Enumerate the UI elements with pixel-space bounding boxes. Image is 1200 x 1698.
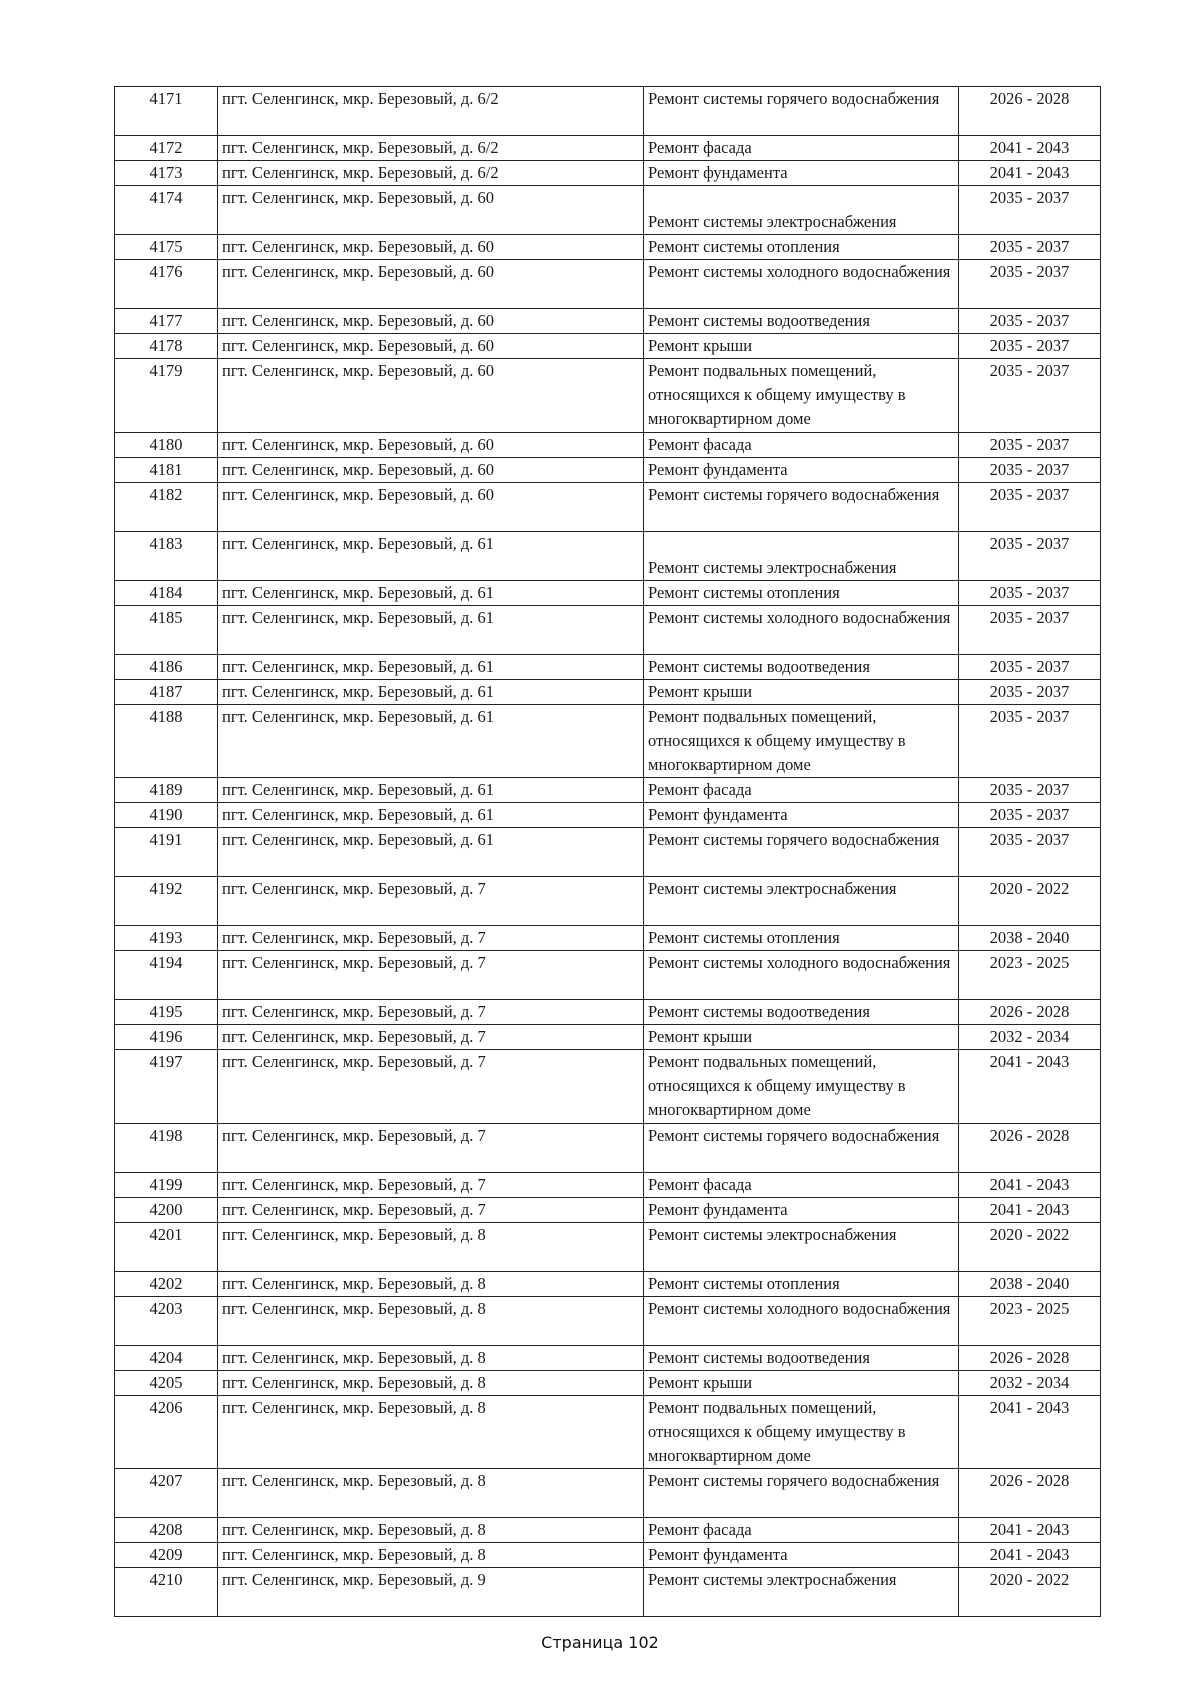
table-row (115, 704, 1101, 778)
row-number-cell: 4198 (115, 1123, 218, 1172)
address-cell: пгт. Селенгинск, мкр. Березовый, д. 8 (218, 1518, 644, 1543)
work-type-cell: Ремонт подвальных помещений, относящихся к общему имуществу в многоквартирном доме (644, 704, 959, 778)
address-cell: пгт. Селенгинск, мкр. Березовый, д. 61 (218, 531, 644, 580)
table-row (115, 1296, 1101, 1345)
work-type-cell: Ремонт подвальных помещений, относящихся к общему имуществу в многоквартирном доме (644, 1050, 959, 1124)
address-cell: пгт. Селенгинск, мкр. Березовый, д. 8 (218, 1395, 644, 1469)
period-cell: 2035 - 2037 (959, 580, 1101, 605)
work-type-cell: Ремонт фасада (644, 1172, 959, 1197)
row-number-cell: 4206 (115, 1395, 218, 1469)
table-body (115, 87, 1101, 1617)
address-cell: пгт. Селенгинск, мкр. Березовый, д. 6/2 (218, 87, 644, 136)
work-type-cell: Ремонт системы горячего водоснабжения (644, 87, 959, 136)
table-row (115, 1370, 1101, 1395)
table-row (115, 87, 1101, 136)
work-type-cell: Ремонт системы водоотведения (644, 309, 959, 334)
period-cell: 2035 - 2037 (959, 605, 1101, 654)
address-cell: пгт. Селенгинск, мкр. Березовый, д. 9 (218, 1568, 644, 1617)
work-type-cell: Ремонт системы отопления (644, 926, 959, 951)
table-row (115, 136, 1101, 161)
work-type-cell: Ремонт системы электроснабжения (644, 877, 959, 926)
work-type-cell: Ремонт системы водоотведения (644, 1000, 959, 1025)
address-cell: пгт. Селенгинск, мкр. Березовый, д. 60 (218, 309, 644, 334)
address-cell: пгт. Селенгинск, мкр. Березовый, д. 7 (218, 1197, 644, 1222)
row-number-cell: 4209 (115, 1543, 218, 1568)
row-number-cell: 4210 (115, 1568, 218, 1617)
period-cell: 2035 - 2037 (959, 704, 1101, 778)
work-type-cell: Ремонт фасада (644, 778, 959, 803)
table-row (115, 432, 1101, 457)
address-cell: пгт. Селенгинск, мкр. Березовый, д. 7 (218, 1000, 644, 1025)
address-cell: пгт. Селенгинск, мкр. Березовый, д. 61 (218, 679, 644, 704)
work-type-cell: Ремонт подвальных помещений, относящихся к общему имуществу в многоквартирном доме (644, 1395, 959, 1469)
table-row (115, 457, 1101, 482)
address-cell: пгт. Селенгинск, мкр. Березовый, д. 6/2 (218, 136, 644, 161)
address-cell: пгт. Селенгинск, мкр. Березовый, д. 7 (218, 1025, 644, 1050)
address-cell: пгт. Селенгинск, мкр. Березовый, д. 7 (218, 1050, 644, 1124)
table-row (115, 1395, 1101, 1469)
table-row (115, 235, 1101, 260)
row-number-cell: 4199 (115, 1172, 218, 1197)
row-number-cell: 4181 (115, 457, 218, 482)
table-row (115, 951, 1101, 1000)
table-row (115, 1469, 1101, 1518)
table-row (115, 359, 1101, 433)
row-number-cell: 4179 (115, 359, 218, 433)
period-cell: 2035 - 2037 (959, 309, 1101, 334)
table-row (115, 1345, 1101, 1370)
work-type-cell: Ремонт фундамента (644, 1543, 959, 1568)
table-row (115, 828, 1101, 877)
row-number-cell: 4189 (115, 778, 218, 803)
table-row (115, 1222, 1101, 1271)
table-row (115, 1123, 1101, 1172)
table-row (115, 260, 1101, 309)
row-number-cell: 4186 (115, 654, 218, 679)
period-cell: 2041 - 2043 (959, 1395, 1101, 1469)
period-cell: 2035 - 2037 (959, 359, 1101, 433)
row-number-cell: 4175 (115, 235, 218, 260)
work-type-cell: Ремонт системы отопления (644, 235, 959, 260)
address-cell: пгт. Селенгинск, мкр. Березовый, д. 61 (218, 803, 644, 828)
row-number-cell: 4188 (115, 704, 218, 778)
address-cell: пгт. Селенгинск, мкр. Березовый, д. 6/2 (218, 161, 644, 186)
row-number-cell: 4174 (115, 186, 218, 235)
period-cell: 2035 - 2037 (959, 432, 1101, 457)
address-cell: пгт. Селенгинск, мкр. Березовый, д. 7 (218, 877, 644, 926)
address-cell: пгт. Селенгинск, мкр. Березовый, д. 8 (218, 1296, 644, 1345)
address-cell: пгт. Селенгинск, мкр. Березовый, д. 8 (218, 1370, 644, 1395)
work-type-cell: Ремонт системы электроснабжения (644, 1222, 959, 1271)
address-cell: пгт. Селенгинск, мкр. Березовый, д. 60 (218, 334, 644, 359)
page-number: Страница 102 (541, 1633, 659, 1652)
row-number-cell: 4193 (115, 926, 218, 951)
work-type-cell: Ремонт системы холодного водоснабжения (644, 260, 959, 309)
table-row (115, 605, 1101, 654)
period-cell: 2020 - 2022 (959, 1568, 1101, 1617)
address-cell: пгт. Селенгинск, мкр. Березовый, д. 7 (218, 1123, 644, 1172)
work-type-cell: Ремонт фасада (644, 1518, 959, 1543)
address-cell: пгт. Селенгинск, мкр. Березовый, д. 7 (218, 926, 644, 951)
period-cell: 2035 - 2037 (959, 778, 1101, 803)
work-type-cell: Ремонт фундамента (644, 803, 959, 828)
table-row (115, 877, 1101, 926)
period-cell: 2041 - 2043 (959, 136, 1101, 161)
address-cell: пгт. Селенгинск, мкр. Березовый, д. 8 (218, 1543, 644, 1568)
period-cell: 2020 - 2022 (959, 877, 1101, 926)
work-type-cell: Ремонт крыши (644, 1370, 959, 1395)
work-type-cell: Ремонт системы водоотведения (644, 654, 959, 679)
work-type-cell: Ремонт системы горячего водоснабжения (644, 482, 959, 531)
work-type-cell: Ремонт системы холодного водоснабжения (644, 1296, 959, 1345)
period-cell: 2041 - 2043 (959, 1050, 1101, 1124)
table-row (115, 1543, 1101, 1568)
address-cell: пгт. Селенгинск, мкр. Березовый, д. 60 (218, 482, 644, 531)
table-row (115, 1050, 1101, 1124)
table-row (115, 1172, 1101, 1197)
period-cell: 2035 - 2037 (959, 457, 1101, 482)
work-type-cell: Ремонт системы горячего водоснабжения (644, 828, 959, 877)
row-number-cell: 4171 (115, 87, 218, 136)
period-cell: 2035 - 2037 (959, 531, 1101, 580)
work-type-cell: Ремонт системы электроснабжения (644, 1568, 959, 1617)
period-cell: 2035 - 2037 (959, 260, 1101, 309)
row-number-cell: 4195 (115, 1000, 218, 1025)
work-type-cell: Ремонт крыши (644, 334, 959, 359)
row-number-cell: 4172 (115, 136, 218, 161)
work-type-cell: Ремонт системы холодного водоснабжения (644, 605, 959, 654)
row-number-cell: 4183 (115, 531, 218, 580)
period-cell: 2041 - 2043 (959, 1172, 1101, 1197)
row-number-cell: 4197 (115, 1050, 218, 1124)
period-cell: 2020 - 2022 (959, 1222, 1101, 1271)
table-row (115, 1025, 1101, 1050)
address-cell: пгт. Селенгинск, мкр. Березовый, д. 61 (218, 605, 644, 654)
work-type-cell: Ремонт фасада (644, 136, 959, 161)
row-number-cell: 4177 (115, 309, 218, 334)
table-row (115, 654, 1101, 679)
table-row (115, 161, 1101, 186)
period-cell: 2035 - 2037 (959, 334, 1101, 359)
address-cell: пгт. Селенгинск, мкр. Березовый, д. 60 (218, 457, 644, 482)
row-number-cell: 4184 (115, 580, 218, 605)
period-cell: 2035 - 2037 (959, 803, 1101, 828)
row-number-cell: 4204 (115, 1345, 218, 1370)
work-type-cell: Ремонт фундамента (644, 457, 959, 482)
work-type-cell: Ремонт крыши (644, 679, 959, 704)
row-number-cell: 4190 (115, 803, 218, 828)
period-cell: 2041 - 2043 (959, 1543, 1101, 1568)
address-cell: пгт. Селенгинск, мкр. Березовый, д. 61 (218, 828, 644, 877)
table-row (115, 1518, 1101, 1543)
table-row (115, 803, 1101, 828)
row-number-cell: 4203 (115, 1296, 218, 1345)
period-cell: 2026 - 2028 (959, 1000, 1101, 1025)
address-cell: пгт. Селенгинск, мкр. Березовый, д. 61 (218, 654, 644, 679)
address-cell: пгт. Селенгинск, мкр. Березовый, д. 8 (218, 1222, 644, 1271)
period-cell: 2032 - 2034 (959, 1370, 1101, 1395)
row-number-cell: 4178 (115, 334, 218, 359)
row-number-cell: 4194 (115, 951, 218, 1000)
row-number-cell: 4207 (115, 1469, 218, 1518)
row-number-cell: 4185 (115, 605, 218, 654)
work-type-cell: Ремонт крыши (644, 1025, 959, 1050)
period-cell: 2041 - 2043 (959, 1197, 1101, 1222)
address-cell: пгт. Селенгинск, мкр. Березовый, д. 60 (218, 235, 644, 260)
period-cell: 2026 - 2028 (959, 1123, 1101, 1172)
work-type-cell: Ремонт системы электроснабжения (644, 186, 959, 235)
row-number-cell: 4176 (115, 260, 218, 309)
period-cell: 2023 - 2025 (959, 951, 1101, 1000)
work-type-cell: Ремонт системы холодного водоснабжения (644, 951, 959, 1000)
period-cell: 2026 - 2028 (959, 1469, 1101, 1518)
period-cell: 2023 - 2025 (959, 1296, 1101, 1345)
period-cell: 2026 - 2028 (959, 1345, 1101, 1370)
row-number-cell: 4182 (115, 482, 218, 531)
row-number-cell: 4173 (115, 161, 218, 186)
period-cell: 2038 - 2040 (959, 1271, 1101, 1296)
row-number-cell: 4205 (115, 1370, 218, 1395)
address-cell: пгт. Селенгинск, мкр. Березовый, д. 7 (218, 1172, 644, 1197)
period-cell: 2035 - 2037 (959, 654, 1101, 679)
work-type-cell: Ремонт системы горячего водоснабжения (644, 1469, 959, 1518)
row-number-cell: 4202 (115, 1271, 218, 1296)
period-cell: 2035 - 2037 (959, 482, 1101, 531)
table-row (115, 778, 1101, 803)
table-row (115, 531, 1101, 580)
table-row (115, 679, 1101, 704)
work-type-cell: Ремонт системы водоотведения (644, 1345, 959, 1370)
row-number-cell: 4201 (115, 1222, 218, 1271)
address-cell: пгт. Селенгинск, мкр. Березовый, д. 61 (218, 778, 644, 803)
period-cell: 2026 - 2028 (959, 87, 1101, 136)
table-row (115, 1568, 1101, 1617)
address-cell: пгт. Селенгинск, мкр. Березовый, д. 61 (218, 580, 644, 605)
table-row (115, 1271, 1101, 1296)
period-cell: 2035 - 2037 (959, 235, 1101, 260)
row-number-cell: 4192 (115, 877, 218, 926)
address-cell: пгт. Селенгинск, мкр. Березовый, д. 60 (218, 186, 644, 235)
work-type-cell: Ремонт фундамента (644, 161, 959, 186)
table-row (115, 309, 1101, 334)
work-type-cell: Ремонт системы отопления (644, 580, 959, 605)
address-cell: пгт. Селенгинск, мкр. Березовый, д. 8 (218, 1271, 644, 1296)
row-number-cell: 4196 (115, 1025, 218, 1050)
table-row (115, 926, 1101, 951)
work-type-cell: Ремонт системы электроснабжения (644, 531, 959, 580)
row-number-cell: 4191 (115, 828, 218, 877)
work-type-cell: Ремонт системы горячего водоснабжения (644, 1123, 959, 1172)
address-cell: пгт. Селенгинск, мкр. Березовый, д. 8 (218, 1469, 644, 1518)
table-row (115, 482, 1101, 531)
row-number-cell: 4200 (115, 1197, 218, 1222)
table-row (115, 334, 1101, 359)
work-type-cell: Ремонт фасада (644, 432, 959, 457)
address-cell: пгт. Селенгинск, мкр. Березовый, д. 60 (218, 432, 644, 457)
period-cell: 2035 - 2037 (959, 679, 1101, 704)
work-type-cell: Ремонт подвальных помещений, относящихся к общему имуществу в многоквартирном доме (644, 359, 959, 433)
period-cell: 2035 - 2037 (959, 828, 1101, 877)
address-cell: пгт. Селенгинск, мкр. Березовый, д. 8 (218, 1345, 644, 1370)
period-cell: 2041 - 2043 (959, 161, 1101, 186)
address-cell: пгт. Селенгинск, мкр. Березовый, д. 7 (218, 951, 644, 1000)
period-cell: 2038 - 2040 (959, 926, 1101, 951)
period-cell: 2041 - 2043 (959, 1518, 1101, 1543)
work-type-cell: Ремонт фундамента (644, 1197, 959, 1222)
table-row (115, 580, 1101, 605)
address-cell: пгт. Селенгинск, мкр. Березовый, д. 61 (218, 704, 644, 778)
period-cell: 2032 - 2034 (959, 1025, 1101, 1050)
row-number-cell: 4208 (115, 1518, 218, 1543)
repair-schedule-table (114, 86, 1101, 1617)
work-type-cell: Ремонт системы отопления (644, 1271, 959, 1296)
row-number-cell: 4187 (115, 679, 218, 704)
row-number-cell: 4180 (115, 432, 218, 457)
table-row (115, 1197, 1101, 1222)
table-row (115, 1000, 1101, 1025)
table-row (115, 186, 1101, 235)
address-cell: пгт. Селенгинск, мкр. Березовый, д. 60 (218, 359, 644, 433)
address-cell: пгт. Селенгинск, мкр. Березовый, д. 60 (218, 260, 644, 309)
period-cell: 2035 - 2037 (959, 186, 1101, 235)
